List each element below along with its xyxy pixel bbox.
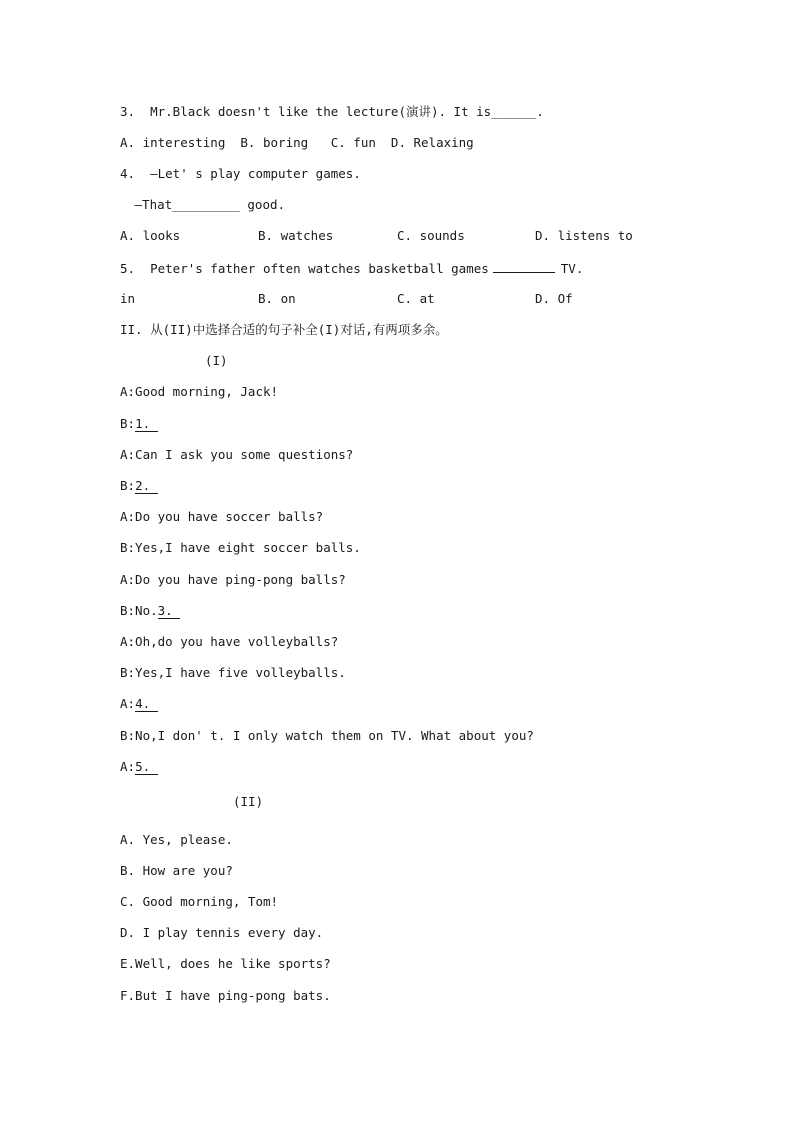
- dialogue-line: B:No.3.: [120, 603, 181, 618]
- question-5-stem: [120, 260, 583, 277]
- dialogue-blank-5: 5.: [135, 759, 158, 774]
- choice-item: B. How are you?: [120, 863, 233, 878]
- choice-item: D. I play tennis every day.: [120, 925, 324, 940]
- dialogue-line: B:No,I don' t. I only watch them on TV. What about you?: [120, 728, 534, 743]
- choice-item: C. Good morning, Tom!: [120, 894, 279, 909]
- question-4-option-d: D. listens to: [535, 228, 633, 243]
- dialogue-line: B:Yes,I have five volleyballs.: [120, 665, 346, 680]
- question-5-option-b: B. on: [258, 291, 296, 306]
- dialogue-line: A:Oh,do you have volleyballs?: [120, 634, 339, 649]
- dialogue-line: A:Good morning, Jack!: [120, 384, 279, 399]
- question-4-option-c: C. sounds: [397, 228, 465, 243]
- part-2-label: (II): [233, 794, 264, 809]
- question-5-option-a: in: [120, 291, 136, 306]
- section-2-instruction: II. 从(II)中选择合适的句子补全(I)对话,有两项多余。: [120, 322, 448, 337]
- dialogue-line: A:5.: [120, 759, 158, 774]
- dialogue-line: A:Do you have ping-pong balls?: [120, 572, 346, 587]
- question-4-option-a: A. looks: [120, 228, 181, 243]
- question-4-stem: 4. —Let' s play computer games.: [120, 166, 361, 181]
- part-1-label: (I): [205, 353, 228, 368]
- dialogue-blank-4: 4.: [135, 696, 158, 711]
- choice-item: A. Yes, please.: [120, 832, 233, 847]
- question-5-stem-before: 5. Peter's father often watches basketball games: [120, 261, 489, 276]
- question-3-stem: 3. Mr.Black doesn't like the lecture(演讲). It is______.: [120, 104, 544, 119]
- dialogue-blank-2: 2.: [135, 478, 158, 493]
- dialogue-blank-1: 1.: [135, 416, 158, 431]
- dialogue-line: B:Yes,I have eight soccer balls.: [120, 540, 361, 555]
- dialogue-line: B:2.: [120, 478, 158, 493]
- dialogue-line: A:Do you have soccer balls?: [120, 509, 324, 524]
- dialogue-line: A:4.: [120, 696, 158, 711]
- question-4-reply: —That_________ good.: [127, 197, 286, 212]
- choice-item: E.Well, does he like sports?: [120, 956, 331, 971]
- question-5-option-c: C. at: [397, 291, 435, 306]
- question-5-option-d: D. Of: [535, 291, 573, 306]
- question-5-blank: [493, 260, 555, 273]
- question-3-options: A. interesting B. boring C. fun D. Relaxing: [120, 135, 474, 150]
- dialogue-blank-3: 3.: [157, 603, 181, 618]
- dialogue-line: B:1.: [120, 416, 158, 431]
- dialogue-line: A:Can I ask you some questions?: [120, 447, 354, 462]
- choice-item: F.But I have ping-pong bats.: [120, 988, 331, 1003]
- question-4-option-b: B. watches: [258, 228, 334, 243]
- question-5-stem-after: TV.: [560, 261, 584, 276]
